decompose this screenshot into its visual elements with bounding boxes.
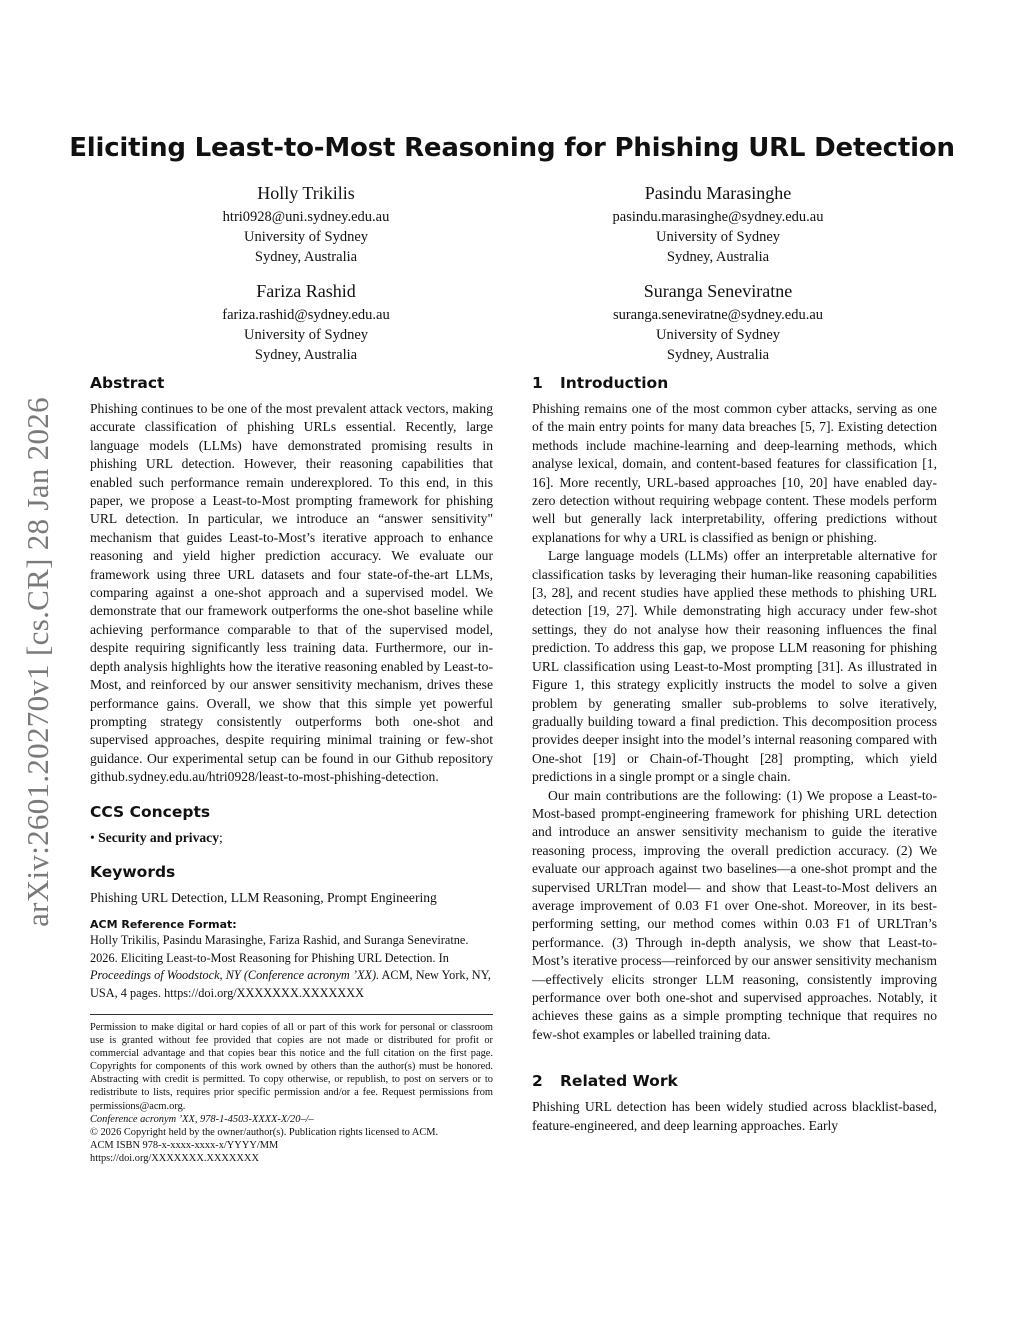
- author-name: Fariza Rashid: [256, 281, 356, 301]
- arxiv-identifier: arXiv:2601.20270v1 [cs.CR] 28 Jan 2026: [20, 397, 55, 927]
- author-email: pasindu.marasinghe@sydney.edu.au: [612, 209, 824, 225]
- author-name: Holly Trikilis: [257, 183, 355, 203]
- author-name: Pasindu Marasinghe: [644, 183, 792, 203]
- section-number: 1: [532, 374, 543, 392]
- related-work-text: Phishing URL detection has been widely studied across blacklist-based, feature-engineered, and deep learning approaches. Early: [532, 1099, 937, 1133]
- author-email: fariza.rashid@sydney.edu.au: [222, 307, 390, 323]
- acm-reference-authors: Holly Trikilis, Pasindu Marasinghe, Fariza Rashid, and Suranga Seneviratne. 2026. Eliciting Least-to-Most Reasoning for Phishing URL Detection. In: [90, 933, 469, 965]
- intro-paragraph: Our main contributions are the following: (1) We propose a Least-to-Most-based prompt-engineering framework for phishing URL detection and introduce an answer sensitivity mechanism to guide the iterative reasoning process, improving the overall prediction accuracy. (2) We evaluate our approach against two baselines—a one-shot prompt and the supervised URLTran model— and show that Least-to-Most delivers an average improvement of 0.03 F1 over One-shot. Moreover, in its best-performing setting, our method comes within 0.03 F1 of URLTran’s performance. (3) Through in-depth analysis, we show that Least-to-Most’s iterative process—reinforced by our answer sensitivity mechanism—effectively elicits stronger LLM reasoning, consistently improving performance over both one-shot and supervised approaches. Notably, it achieves these gains as a simple prompting technique that requires no few-shot examples or labelled training data.: [532, 787, 937, 1042]
- keywords-text: Phishing URL Detection, LLM Reasoning, Prompt Engineering: [90, 889, 437, 905]
- author-email: suranga.seneviratne@sydney.edu.au: [612, 307, 824, 323]
- ccs-suffix: ;: [219, 829, 223, 845]
- author-block: [538, 180, 898, 267]
- right-column: [532, 372, 937, 1135]
- acm-reference-heading: ACM Reference Format:: [90, 918, 237, 932]
- paper-title: Eliciting Least-to-Most Reasoning for Phishing URL Detection: [69, 133, 955, 163]
- author-block: [126, 180, 486, 267]
- related-work-heading: [532, 1070, 937, 1092]
- author-name: Suranga Seneviratne: [643, 281, 793, 301]
- left-column: [90, 372, 493, 1165]
- section-number: 2: [532, 1072, 543, 1091]
- abstract-heading: Abstract: [90, 374, 165, 392]
- author-location: Sydney, Australia: [666, 249, 770, 265]
- acm-reference-publisher: ACM, New York, NY, USA, 4 pages. https://doi.org/XXXXXXX.XXXXXXX: [90, 968, 491, 1000]
- ccs-concepts: [90, 829, 493, 847]
- copyright-line: © 2026 Copyright held by the owner/author(s). Publication rights licensed to ACM.: [90, 1126, 439, 1138]
- permission-text: Permission to make digital or hard copies of all or part of this work for personal or classroom use is granted without fee provided that copies are not made or distributed for profit or commercial advantage and that copies bear this notice and the full citation on the first page. Copyrights for components of this work owned by others than the author(s) must be honored. Abstracting with credit is permitted. To copy otherwise, or republish, to post on servers or to redistribute to lists, requires prior specific permission and/or a fee. Request permissions from permissions@acm.org.: [90, 1021, 493, 1112]
- author-affiliation: University of Sydney: [655, 229, 781, 245]
- introduction-heading: [532, 372, 937, 394]
- section-title: Related Work: [560, 1072, 678, 1091]
- author-location: Sydney, Australia: [254, 249, 358, 265]
- author-block: [538, 278, 898, 365]
- permission-notice: [90, 1014, 493, 1165]
- author-affiliation: University of Sydney: [243, 229, 369, 245]
- author-affiliation: University of Sydney: [243, 327, 369, 343]
- intro-paragraph: Large language models (LLMs) offer an interpretable alternative for classification tasks by leveraging their human-like reasoning capabilities [3, 28], and recent studies have applied these methods to phishing URL detection [19, 27]. While demonstrating high accuracy under few-shot settings, they do not analyse how their reasoning influences the final prediction. To address this gap, we propose LLM reasoning for phishing URL classification using Least-to-Most prompting [31]. As illustrated in Figure 1, this strategy explicitly instructs the model to solve a given problem by generating smaller sub-problems to solve iteratively, gradually building toward a final prediction. This decomposition process provides deeper insight into the model’s internal reasoning compared with One-shot [19] or Chain-of-Thought [28] prompting, which yield predictions in a single prompt or a single chain.: [532, 548, 937, 785]
- author-location: Sydney, Australia: [666, 347, 770, 363]
- acm-reference-venue: Proceedings of Woodstock, NY (Conference acronym ’XX).: [90, 968, 380, 983]
- ccs-heading: CCS Concepts: [90, 802, 211, 821]
- conference-line: Conference acronym ’XX, 978-1-4503-XXXX-X/20–/–: [90, 1113, 314, 1125]
- author-affiliation: University of Sydney: [655, 327, 781, 343]
- isbn-line: ACM ISBN 978-x-xxxx-xxxx-x/YYYY/MM: [90, 1139, 279, 1151]
- acm-reference-text: [90, 932, 493, 1002]
- section-title: Introduction: [560, 374, 669, 392]
- abstract-text: Phishing continues to be one of the most prevalent attack vectors, making accurate classification of phishing URLs essential. Recently, large language models (LLMs) have demonstrated promising results in phishing URL detection. However, their reasoning capabilities that enabled such performance remain underexplored. To this end, in this paper, we propose a Least-to-Most prompting framework for phishing URL detection. In particular, we introduce an “answer sensitivity" mechanism that guides Least-to-Most’s iterative approach to enhance reasoning and yield higher prediction accuracy. We evaluate our framework using three URL datasets and four state-of-the-art LLMs, comparing against a one-shot approach and a supervised model. We demonstrate that our framework outperforms the one-shot baseline while achieving performance comparable to that of the supervised model, despite requiring significantly less training data. Furthermore, our in-depth analysis highlights how the iterative reasoning enabled by Least-to-Most, and reinforced by our answer sensitivity mechanism, drives these performance gains. Overall, we show that this simple yet powerful prompting strategy consistently outperforms both one-shot and supervised approaches, despite requiring minimal training or few-shot guidance. Our experimental setup can be found in our Github repository github.sydney.edu.au/htri0928/least-to-most-phishing-detection.: [90, 401, 493, 785]
- author-email: htri0928@uni.sydney.edu.au: [222, 209, 390, 225]
- keywords-heading: Keywords: [90, 862, 176, 881]
- doi-link[interactable]: https://doi.org/XXXXXXX.XXXXXXX: [90, 1152, 259, 1164]
- author-block: [126, 278, 486, 365]
- author-location: Sydney, Australia: [254, 347, 358, 363]
- ccs-bullet: •: [90, 829, 95, 845]
- intro-paragraph: Phishing remains one of the most common cyber attacks, serving as one of the main entry points for many data breaches [5, 7]. Existing detection methods include machine-learning and deep-learning methods, which analyse lexical, domain, and content-based features for classification [1, 16]. More recently, URL-based approaches [10, 20] have enabled day-zero detection without requiring webpage content. These models perform well but generally lack interpretability, offering predictions without explanations for why a URL is classified as benign or phishing.: [532, 401, 937, 545]
- ccs-concept: Security and privacy: [98, 829, 220, 845]
